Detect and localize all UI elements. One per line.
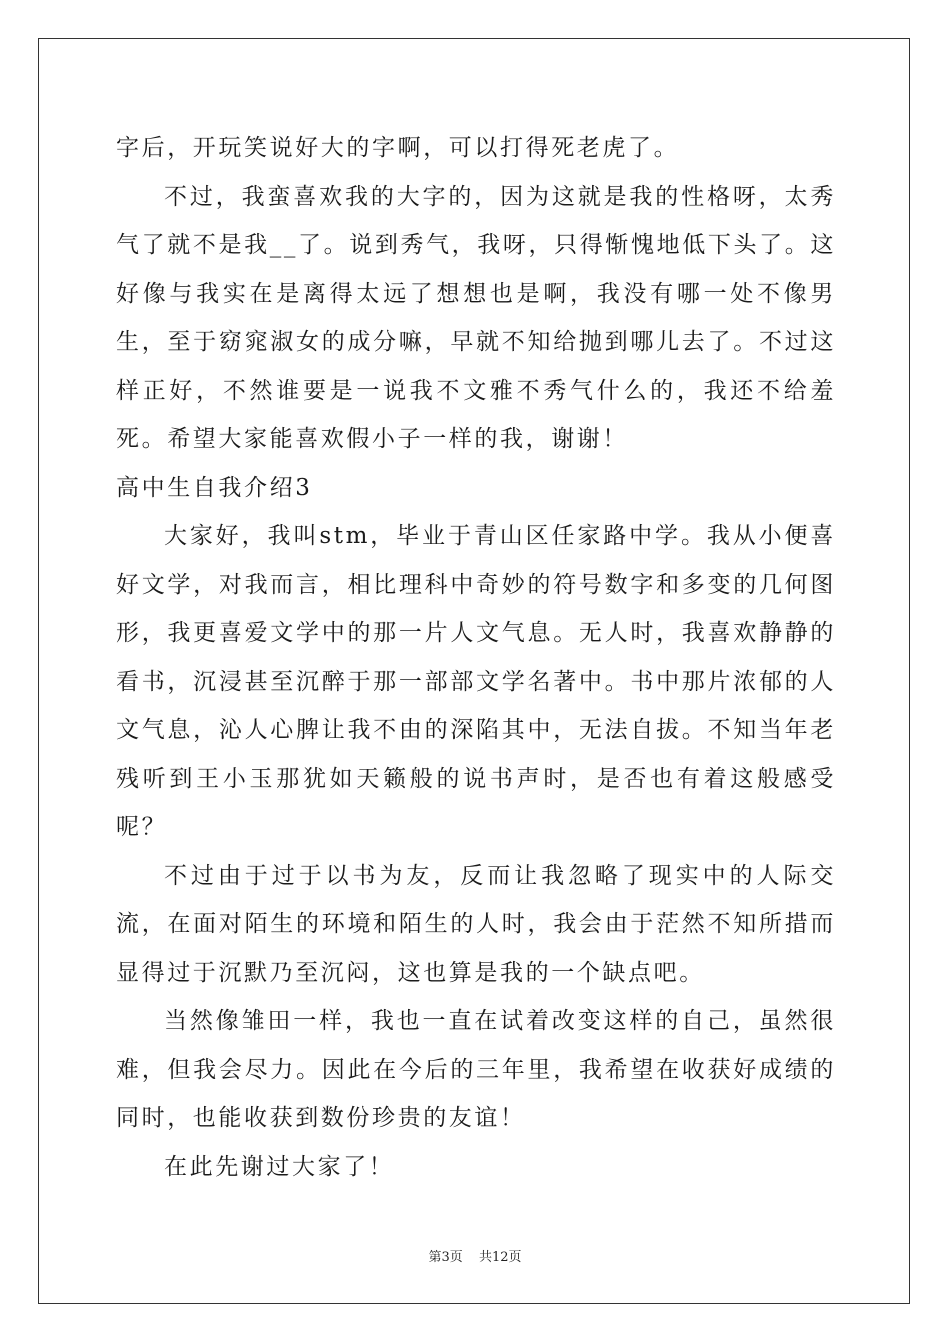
paragraph: 大家好，我叫stm，毕业于青山区任家路中学。我从小便喜好文学，对我而言，相比理科中奇妙的符号数字和多变的几何图形，我更喜爱文学中的那一片人文气息。无人时，我喜欢静静的看书，沉浸甚至沉醉于那一部部文学名著中。书中那片浓郁的人文气息，沁人心脾让我不由的深陷其中，无法自拔。不知当年老残听到王小玉那犹如天籁般的说书声时，是否也有着这般感受呢？ xyxy=(116,523,836,840)
paragraph: 当然像雏田一样，我也一直在试着改变这样的自己，虽然很难，但我会尽力。因此在今后的三年里，我希望在收获好成绩的同时，也能收获到数份珍贵的友谊！ xyxy=(116,1008,836,1131)
page-total: 共12页 xyxy=(478,1250,522,1265)
paragraph-continuation: 字后，开玩笑说好大的字啊，可以打得死老虎了。 xyxy=(116,135,680,161)
paragraph: 在此先谢过大家了！ xyxy=(164,1153,395,1180)
section-heading: 高中生自我介绍3 xyxy=(116,474,313,501)
page-footer xyxy=(0,1246,950,1265)
paragraph: 不过由于过于以书为友，反而让我忽略了现实中的人际交流，在面对陌生的环境和陌生的人时，我会由于茫然不知所措而显得过于沉默乃至沉闷，这也算是我的一个缺点吧。 xyxy=(116,862,836,986)
document-body xyxy=(116,124,836,1191)
page-number: 第3页 xyxy=(428,1250,463,1265)
paragraph: 不过，我蛮喜欢我的大字的，因为这就是我的性格呀，太秀气了就不是我__了。说到秀气，我呀，只得惭愧地低下头了。这好像与我实在是离得太远了想想也是啊，我没有哪一处不像男生，至于窈窕淑女的成分嘛，早就不知给抛到哪儿去了。不过这样正好，不然谁要是一说我不文雅不秀气什么的，我还不给羞死。希望大家能喜欢假小子一样的我，谢谢！ xyxy=(116,183,836,452)
